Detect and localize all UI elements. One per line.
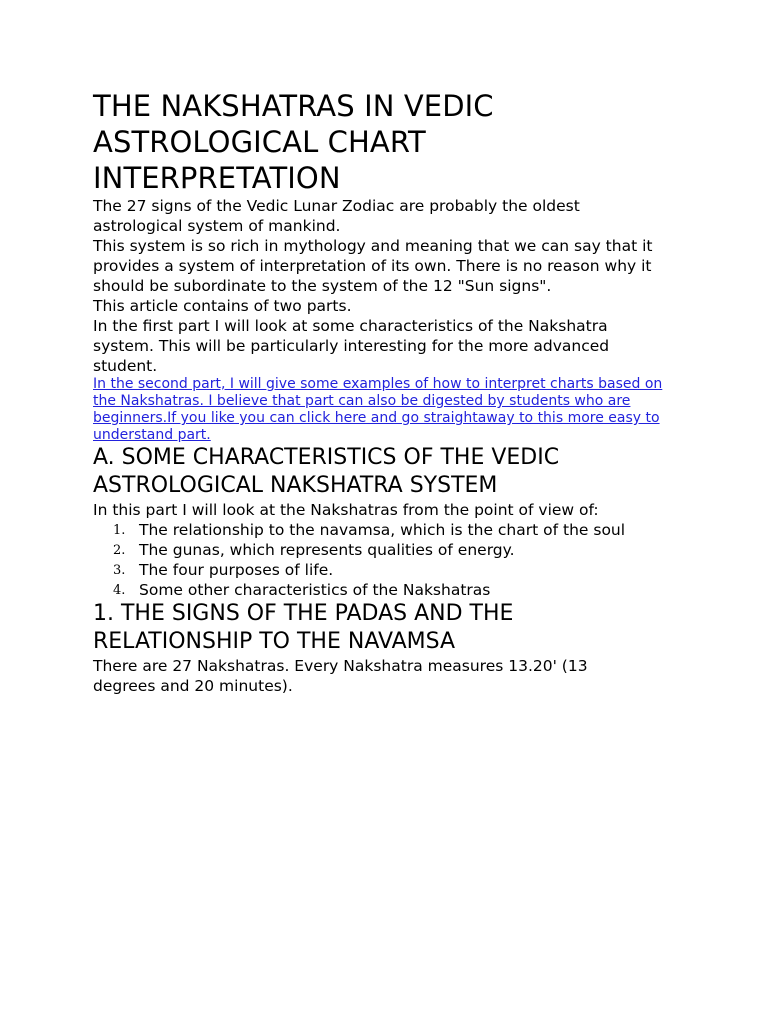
intro-paragraph-1: The 27 signs of the Vedic Lunar Zodiac are probably the oldest astrological system of mankind. [93, 197, 580, 235]
section-1-paragraph: There are 27 Nakshatras. Every Nakshatra measures 13.20' (13 degrees and 20 minutes). [93, 657, 588, 695]
list-item-number: 4. [113, 583, 126, 598]
second-part-link[interactable]: In the second part, I will give some examples of how to interpret charts based on the Nakshatras. I believe that part can also be digested by students who are beginners.If you like you can click here and go straightaway to this more easy to understand part. [93, 376, 663, 443]
list-item-text: The relationship to the navamsa, which is the chart of the soul [139, 521, 626, 539]
intro-paragraph-3: This article contains of two parts. [93, 297, 352, 315]
document-title: THE NAKSHATRAS IN VEDIC ASTROLOGICAL CHART INTERPRETATION [93, 89, 494, 195]
document-page [93, 88, 693, 696]
section-a-heading: A. SOME CHARACTERISTICS OF THE VEDIC ASTROLOGICAL NAKSHATRA SYSTEM [93, 445, 560, 498]
list-item-number: 1. [113, 523, 126, 538]
list-item [93, 580, 653, 600]
section-a-intro: In this part I will look at the Nakshatras from the point of view of: [93, 501, 599, 519]
list-item-number: 3. [113, 563, 126, 578]
intro-paragraph-2: This system is so rich in mythology and meaning that we can say that it provides a system of interpretation of its own. There is no reason why it should be subordinate to the system of the 12 "Sun signs". [93, 237, 653, 295]
list-item [93, 560, 653, 580]
list-item-text: Some other characteristics of the Nakshatras [139, 581, 491, 599]
list-item-number: 2. [113, 543, 126, 558]
section-1-heading: 1. THE SIGNS OF THE PADAS AND THE RELATIONSHIP TO THE NAVAMSA [93, 601, 514, 654]
list-item [93, 520, 653, 540]
list-item [93, 540, 653, 560]
intro-paragraph-4: In the first part I will look at some characteristics of the Nakshatra system. This will be particularly interesting for the more advanced student. [93, 317, 610, 375]
list-item-text: The gunas, which represents qualities of energy. [139, 541, 515, 559]
list-item-text: The four purposes of life. [139, 561, 334, 579]
section-a-list [93, 520, 653, 600]
